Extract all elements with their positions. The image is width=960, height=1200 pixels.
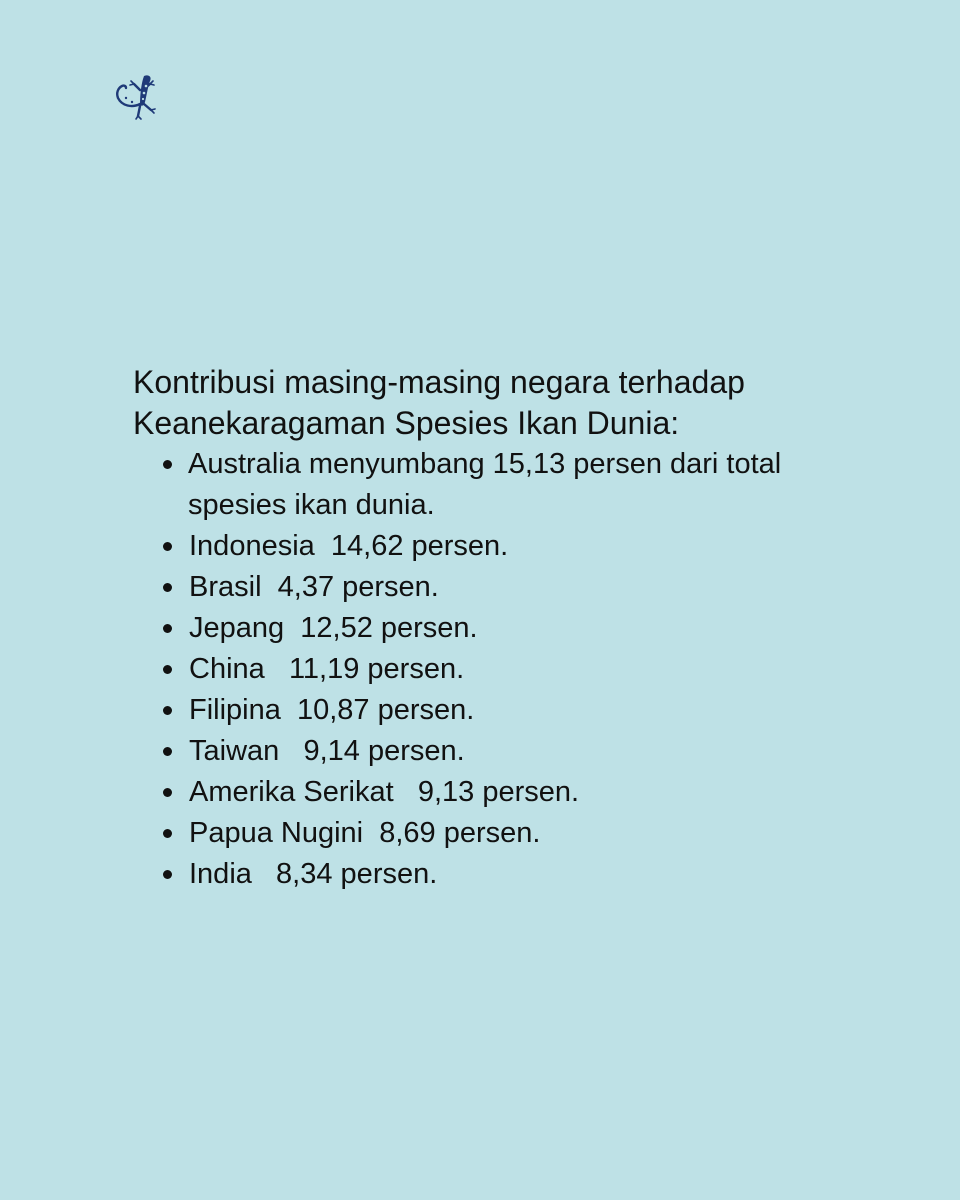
- heading-line-1: Kontribusi masing-masing negara terhadap: [133, 364, 745, 400]
- list-item-text: Taiwan 9,14 persen.: [189, 735, 465, 767]
- list-item-text: Jepang 12,52 persen.: [189, 612, 478, 644]
- heading: [133, 362, 853, 444]
- list-item-taiwan: [133, 731, 853, 772]
- list-item-text: Brasil 4,37 persen.: [189, 571, 439, 603]
- bullet-icon: [163, 583, 172, 592]
- heading-line-2: Keanekaragaman Spesies Ikan Dunia:: [133, 405, 680, 441]
- content-block: [133, 362, 853, 895]
- list-item-indonesia: [133, 526, 853, 567]
- gecko-logo-icon: [110, 66, 170, 126]
- list-item-text: Indonesia 14,62 persen.: [189, 530, 509, 562]
- list-item-china: [133, 649, 853, 690]
- bullet-icon: [163, 665, 172, 674]
- list-item-amerika-serikat: [133, 772, 853, 813]
- list-item-filipina: [133, 690, 853, 731]
- bullet-icon: [163, 829, 172, 838]
- list-item-text: Filipina 10,87 persen.: [189, 694, 475, 726]
- list-item-australia: [133, 444, 808, 526]
- list-item-text: Papua Nugini 8,69 persen.: [189, 817, 541, 849]
- bullet-icon: [163, 788, 172, 797]
- list-item-brasil: [133, 567, 853, 608]
- bullet-icon: [163, 624, 172, 633]
- bullet-icon: [163, 870, 172, 879]
- list-item-text: India 8,34 persen.: [189, 858, 438, 890]
- bullet-icon: [163, 542, 172, 551]
- bullet-icon: [163, 747, 172, 756]
- list-item-text: Australia menyumbang 15,13 persen dari total spesies ikan dunia.: [188, 448, 782, 521]
- bullet-icon: [163, 706, 172, 715]
- country-list: [133, 444, 853, 895]
- list-item-papua-nugini: [133, 813, 853, 854]
- list-item-text: Amerika Serikat 9,13 persen.: [189, 776, 580, 808]
- list-item-text: China 11,19 persen.: [189, 653, 465, 685]
- list-item-jepang: [133, 608, 853, 649]
- bullet-icon: [163, 460, 172, 469]
- list-item-india: [133, 854, 853, 895]
